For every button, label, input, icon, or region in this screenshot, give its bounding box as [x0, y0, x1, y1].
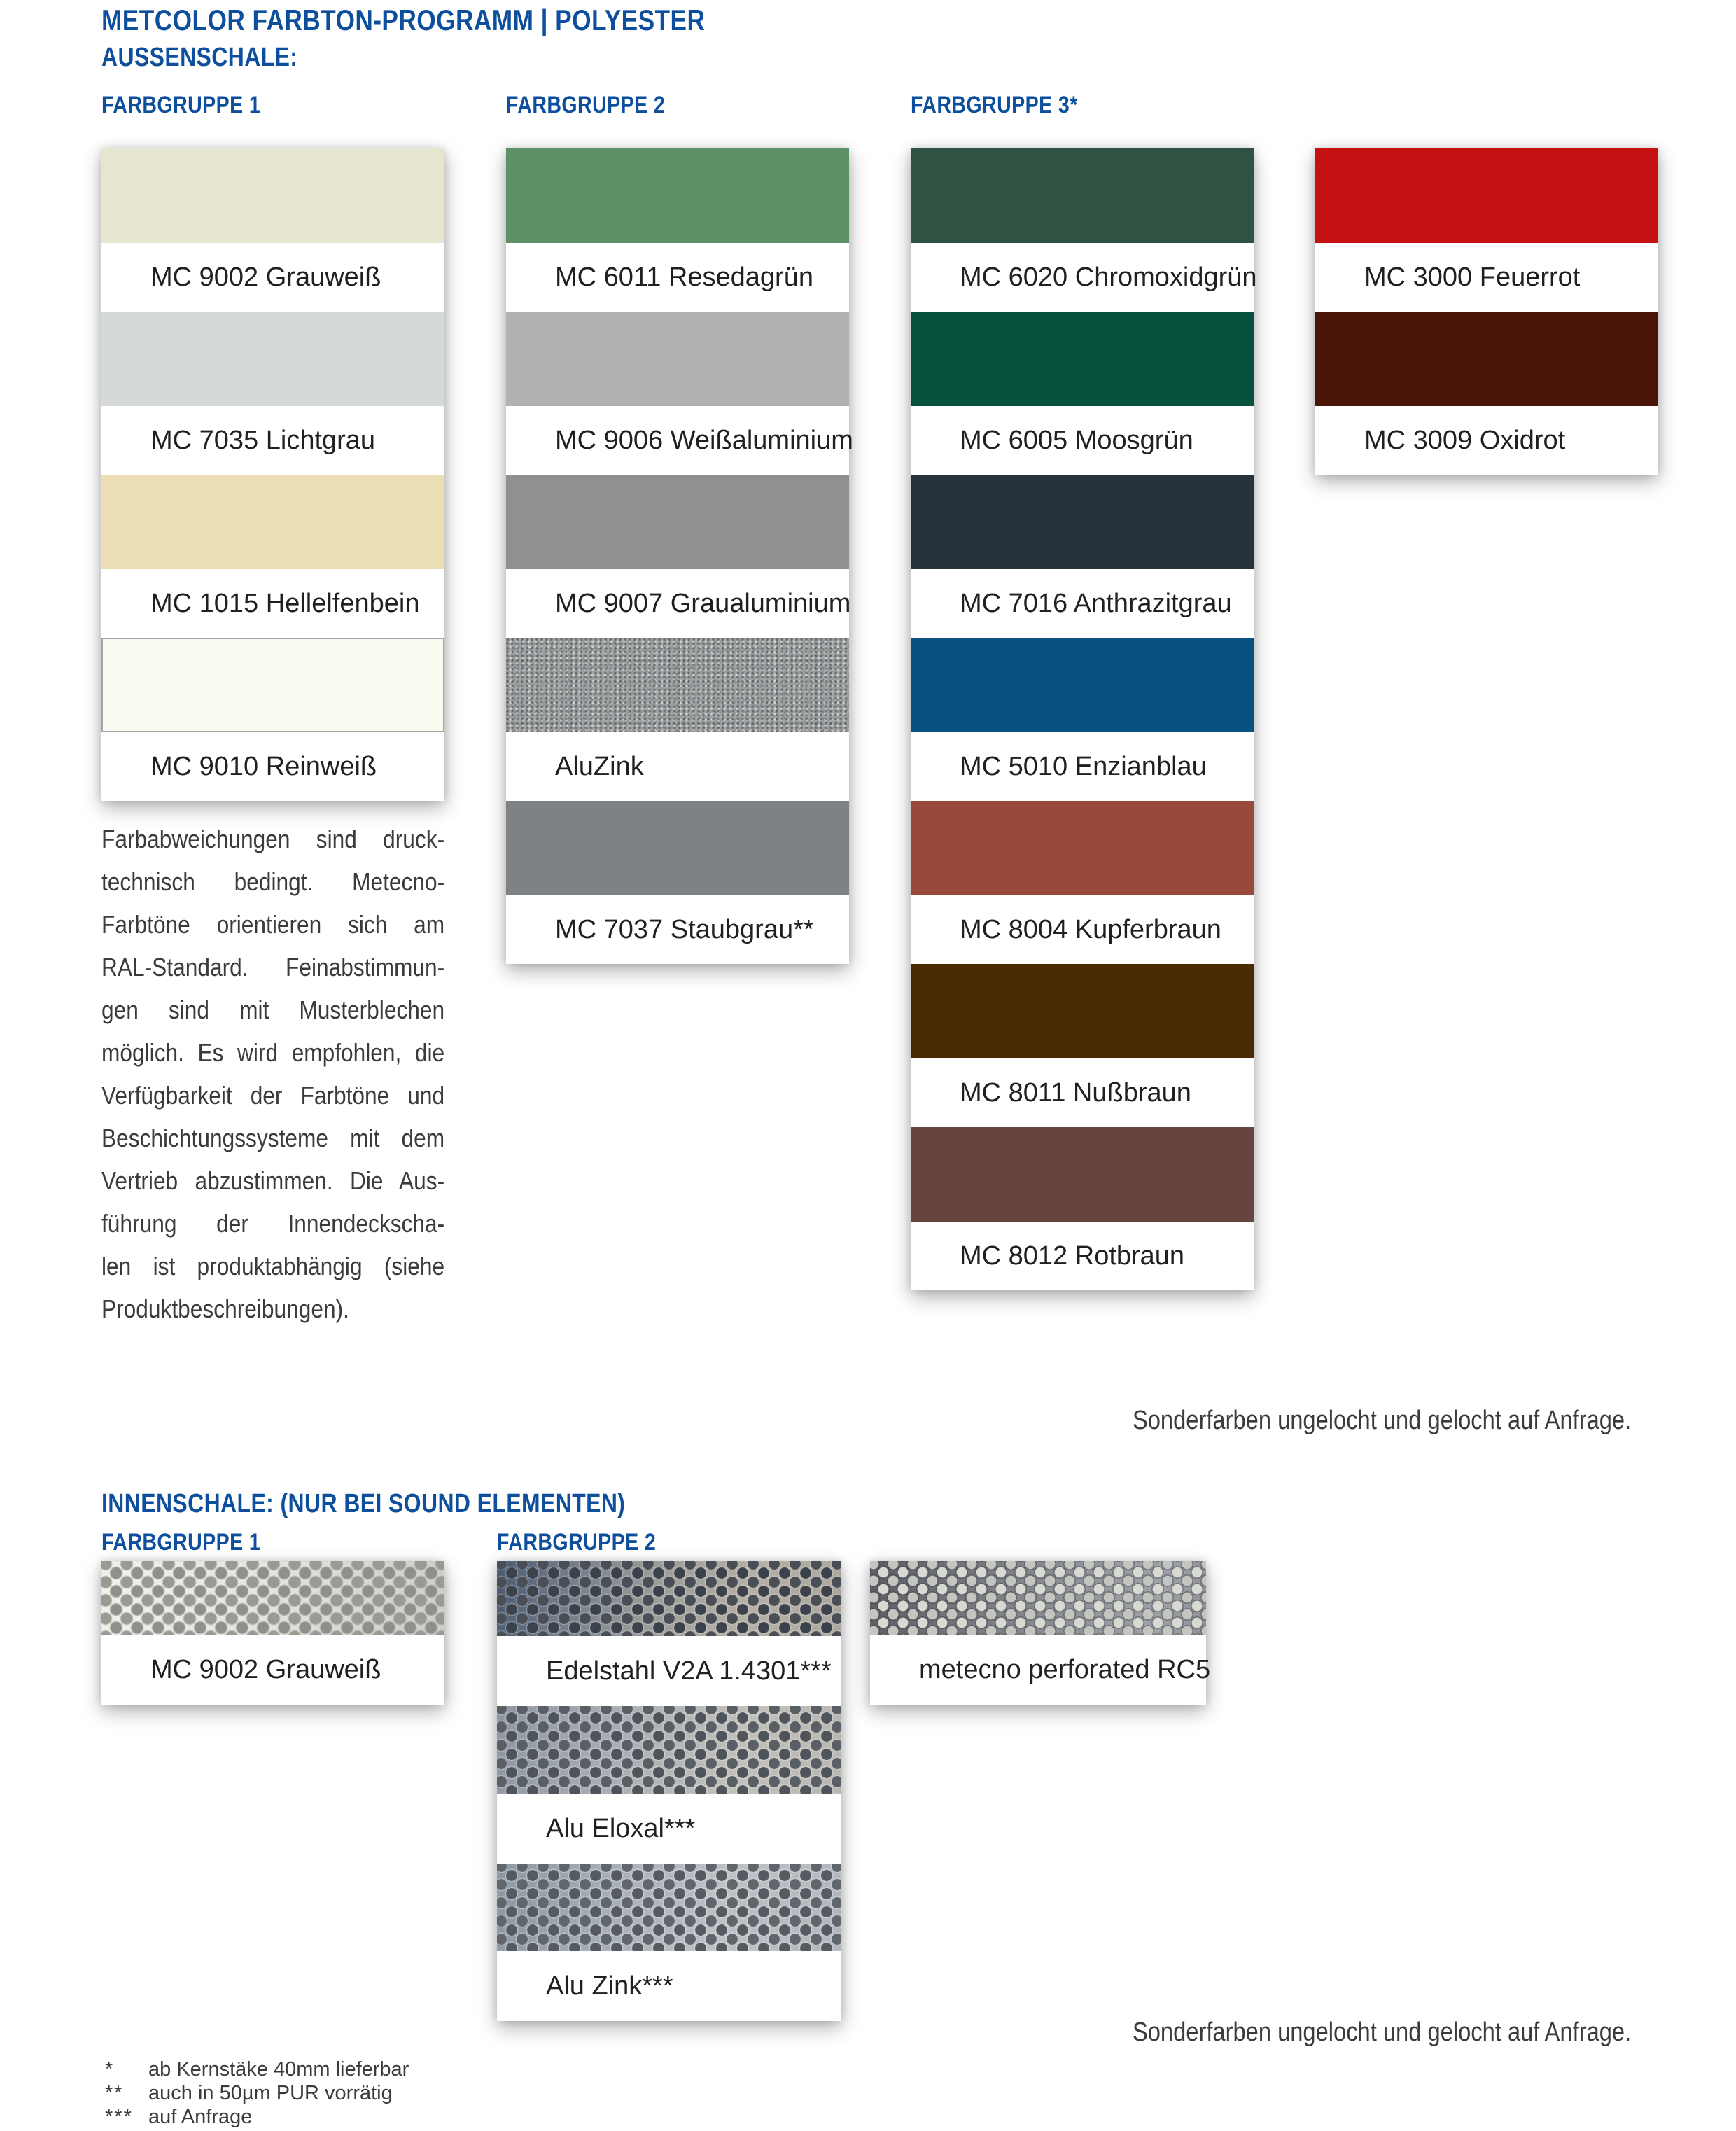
- footnote-1: [105, 2058, 409, 2081]
- swatch-label-mc-9002-grauwei: MC 9002 Grauweiß: [102, 1635, 444, 1705]
- swatch-label-mc-5010-enzianblau: MC 5010 Enzianblau: [911, 732, 1254, 801]
- color-swatch-mc-8011-nu-braun: [911, 964, 1254, 1058]
- swatch-card: [506, 148, 853, 964]
- swatch-label-mc-8012-rotbraun: MC 8012 Rotbraun: [911, 1222, 1254, 1290]
- color-swatch-metecno-perforated-rc5: [870, 1561, 1206, 1635]
- footnote-marker: **: [105, 2082, 124, 2104]
- inner-section-heading-text: INNENSCHALE: (NUR BEI SOUND ELEMENTEN): [102, 1489, 626, 1518]
- color-swatch-mc-3009-oxidrot: [1315, 312, 1658, 406]
- group-label-farbgruppe-1: [102, 91, 291, 119]
- color-swatch-mc-6005-moosgr-n: [911, 312, 1254, 406]
- inner-request-note-text: Sonderfarben ungelocht und gelocht auf Anfrage.: [1132, 2018, 1631, 2047]
- swatch-label-mc-3009-oxidrot: MC 3009 Oxidrot: [1315, 406, 1658, 475]
- swatch-card: [497, 1561, 841, 2021]
- note-line: Verfügbarkeit der Farbtöne und: [102, 1081, 445, 1110]
- note-line: technisch bedingt. Metecno-: [102, 867, 445, 896]
- outer-section-heading-text: AUSSENSCHALE:: [102, 43, 298, 72]
- color-swatch-mc-8012-rotbraun: [911, 1127, 1254, 1222]
- outer-section-heading: [102, 42, 335, 73]
- inner-section-heading: [102, 1488, 725, 1519]
- footnote-text: auch in 50µm PUR vorrätig: [148, 2082, 393, 2104]
- swatch-label-mc-6020-chromoxidgr-n: MC 6020 Chromoxidgrün: [911, 243, 1254, 312]
- group-label-text: FARBGRUPPE 3*: [911, 92, 1078, 118]
- swatch-label-mc-8004-kupferbraun: MC 8004 Kupferbraun: [911, 895, 1254, 964]
- footnote-text: auf Anfrage: [148, 2106, 253, 2128]
- footnote-2: [105, 2082, 393, 2105]
- swatch-label-mc-6011-resedagr-n: MC 6011 Resedagrün: [506, 243, 849, 312]
- swatch-label-alu-eloxal: Alu Eloxal***: [497, 1794, 841, 1864]
- swatch-label-mc-3000-feuerrot: MC 3000 Feuerrot: [1315, 243, 1658, 312]
- color-swatch-mc-9002-grauwei: [102, 1561, 444, 1635]
- swatch-label-mc-7035-lichtgrau: MC 7035 Lichtgrau: [102, 406, 444, 475]
- note-line: möglich. Es wird empfohlen, die: [102, 1038, 445, 1067]
- group-label-farbgruppe-1: [102, 1528, 291, 1556]
- color-swatch-mc-7035-lichtgrau: [102, 312, 444, 406]
- outer-request-note: [1051, 1406, 1631, 1436]
- swatch-card: [102, 1561, 444, 1705]
- swatch-card: [1315, 148, 1658, 475]
- group-label-farbgruppe-2: [497, 1528, 687, 1556]
- inner-request-note: [1051, 2018, 1631, 2048]
- color-swatch-alu-eloxal: [497, 1706, 841, 1794]
- swatch-label-mc-1015-hellelfenbein: MC 1015 Hellelfenbein: [102, 569, 444, 638]
- note-line: Farbtöne orientieren sich am: [102, 910, 445, 939]
- group-label-text: FARBGRUPPE 1: [102, 1529, 261, 1556]
- color-deviation-note: [102, 818, 444, 1330]
- color-swatch-mc-9010-reinwei: [102, 638, 444, 732]
- color-swatch-mc-8004-kupferbraun: [911, 801, 1254, 895]
- swatch-label-mc-9006-wei-aluminium: MC 9006 Weißaluminium: [506, 406, 849, 475]
- footnote-marker: ***: [105, 2106, 133, 2128]
- page-title-text: METCOLOR FARBTON-PROGRAMM | POLYESTER: [102, 4, 706, 36]
- group-label-text: FARBGRUPPE 2: [497, 1529, 657, 1556]
- footnote-text: ab Kernstäke 40mm lieferbar: [148, 2058, 410, 2081]
- color-swatch-mc-9007-graualuminium: [506, 475, 849, 569]
- note-line: len ist produktabhängig (siehe: [102, 1252, 445, 1280]
- note-line: Beschichtungssysteme mit dem: [102, 1124, 445, 1152]
- swatch-label-edelstahl-v2a-1-4301: Edelstahl V2A 1.4301***: [497, 1636, 841, 1706]
- color-swatch-aluzink: [506, 638, 849, 732]
- swatch-label-mc-9010-reinwei: MC 9010 Reinweiß: [102, 732, 444, 801]
- swatch-label-mc-6005-moosgr-n: MC 6005 Moosgrün: [911, 406, 1254, 475]
- group-label-farbgruppe-2: [506, 91, 696, 119]
- group-label-farbgruppe-3: [911, 91, 1110, 119]
- note-line: RAL-Standard. Feinabstimmun-: [102, 953, 445, 981]
- swatch-label-metecno-perforated-rc5: metecno perforated RC5: [870, 1635, 1206, 1705]
- outer-request-note-text: Sonderfarben ungelocht und gelocht auf Anfrage.: [1132, 1406, 1631, 1435]
- swatch-label-mc-9007-graualuminium: MC 9007 Graualuminium: [506, 569, 849, 638]
- color-swatch-mc-5010-enzianblau: [911, 638, 1254, 732]
- swatch-card: [870, 1561, 1211, 1705]
- color-swatch-mc-7037-staubgrau: [506, 801, 849, 895]
- color-swatch-mc-9006-wei-aluminium: [506, 312, 849, 406]
- note-line: führung der Innendeckscha-: [102, 1209, 445, 1238]
- color-deviation-note-text: [102, 818, 444, 1330]
- swatch-card: [911, 148, 1257, 1290]
- color-swatch-alu-zink: [497, 1864, 841, 1951]
- note-line: Vertrieb abzustimmen. Die Aus-: [102, 1166, 445, 1195]
- note-line: Produktbeschreibungen).: [102, 1294, 349, 1323]
- color-swatch-mc-1015-hellelfenbein: [102, 475, 444, 569]
- group-label-text: FARBGRUPPE 1: [102, 92, 261, 118]
- color-swatch-mc-6020-chromoxidgr-n: [911, 148, 1254, 243]
- page-title: [102, 4, 820, 36]
- swatch-card: [102, 148, 444, 801]
- color-swatch-mc-6011-resedagr-n: [506, 148, 849, 243]
- swatch-label-alu-zink: Alu Zink***: [497, 1951, 841, 2021]
- swatch-label-mc-8011-nu-braun: MC 8011 Nußbraun: [911, 1058, 1254, 1127]
- swatch-label-mc-7016-anthrazitgrau: MC 7016 Anthrazitgrau: [911, 569, 1254, 638]
- note-line: Farbabweichungen sind druck-: [102, 825, 445, 853]
- color-swatch-mc-9002-grauwei: [102, 148, 444, 243]
- swatch-label-mc-7037-staubgrau: MC 7037 Staubgrau**: [506, 895, 849, 964]
- color-swatch-mc-3000-feuerrot: [1315, 148, 1658, 243]
- footnote-marker: *: [105, 2058, 115, 2081]
- color-swatch-mc-7016-anthrazitgrau: [911, 475, 1254, 569]
- color-swatch-edelstahl-v2a-1-4301: [497, 1561, 841, 1636]
- swatch-label-mc-9002-grauwei: MC 9002 Grauweiß: [102, 243, 444, 312]
- note-line: gen sind mit Musterblechen: [102, 995, 445, 1024]
- footnote-3: [105, 2106, 252, 2129]
- swatch-label-aluzink: AluZink: [506, 732, 849, 801]
- group-label-text: FARBGRUPPE 2: [506, 92, 666, 118]
